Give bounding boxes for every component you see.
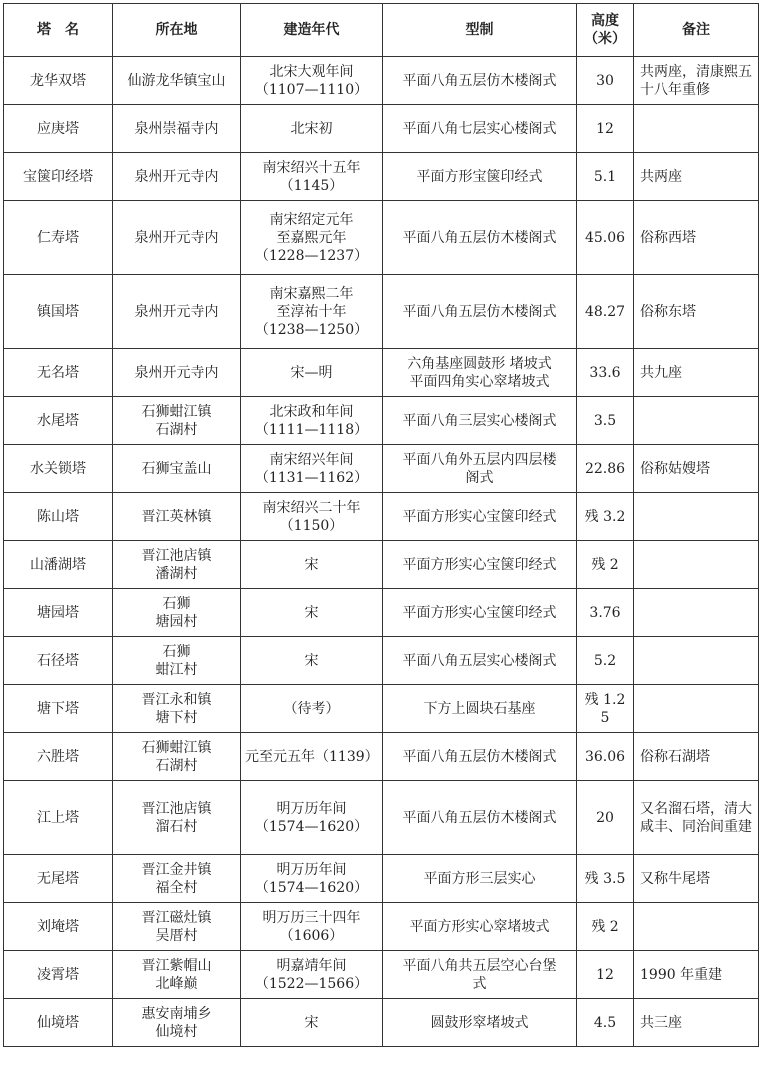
cell-note: 共两座: [634, 153, 759, 201]
cell-type: 平面方形实心窣堵坡式: [383, 903, 577, 951]
cell-location: 石狮宝盖山: [113, 445, 241, 493]
cell-era: 北宋初: [241, 105, 383, 153]
cell-note: 俗称东塔: [634, 275, 759, 349]
cell-era: 南宋绍兴二十年 （1150）: [241, 493, 383, 541]
table-row: [4, 153, 759, 201]
cell-height: 残 2: [577, 541, 634, 589]
cell-height: 3.5: [577, 397, 634, 445]
pagoda-table: [3, 3, 759, 1047]
cell-note: [634, 105, 759, 153]
cell-pagoda-name: 宝箧印经塔: [4, 153, 113, 201]
cell-type: 平面八角五层实心楼阁式: [383, 637, 577, 685]
cell-type: 平面八角五层仿木楼阁式: [383, 275, 577, 349]
cell-note: 共九座: [634, 349, 759, 397]
header-type: 型制: [383, 4, 577, 57]
cell-height: 12: [577, 105, 634, 153]
cell-location: 石狮蚶江镇 石湖村: [113, 733, 241, 781]
table-row: [4, 541, 759, 589]
table-row: [4, 589, 759, 637]
table-row: [4, 637, 759, 685]
cell-era: 明万历三十四年 （1606）: [241, 903, 383, 951]
cell-pagoda-name: 六胜塔: [4, 733, 113, 781]
header-row: [4, 4, 759, 57]
cell-location: 泉州开元寺内: [113, 349, 241, 397]
cell-pagoda-name: 应庚塔: [4, 105, 113, 153]
cell-type: 平面八角外五层内四层楼 阁式: [383, 445, 577, 493]
cell-height: 残 1.25: [577, 685, 634, 733]
cell-era: 宋: [241, 637, 383, 685]
cell-height: 残 3.5: [577, 855, 634, 903]
cell-location: 晋江池店镇 潘湖村: [113, 541, 241, 589]
table-row: [4, 781, 759, 855]
cell-location: 晋江永和镇 塘下村: [113, 685, 241, 733]
cell-location: 晋江金井镇 福全村: [113, 855, 241, 903]
cell-type: 下方上圆块石基座: [383, 685, 577, 733]
cell-location: 石狮 蚶江村: [113, 637, 241, 685]
cell-height: 30: [577, 57, 634, 105]
cell-pagoda-name: 仁寿塔: [4, 201, 113, 275]
table-row: [4, 57, 759, 105]
cell-pagoda-name: 水尾塔: [4, 397, 113, 445]
cell-location: 泉州开元寺内: [113, 153, 241, 201]
cell-note: [634, 397, 759, 445]
cell-height: 12: [577, 951, 634, 999]
cell-pagoda-name: 刘埯塔: [4, 903, 113, 951]
table-row: [4, 493, 759, 541]
table-row: [4, 275, 759, 349]
cell-type: 平面八角三层实心楼阁式: [383, 397, 577, 445]
header-era: 建造年代: [241, 4, 383, 57]
cell-pagoda-name: 塘下塔: [4, 685, 113, 733]
cell-height: 48.27: [577, 275, 634, 349]
cell-note: [634, 493, 759, 541]
cell-height: 45.06: [577, 201, 634, 275]
cell-era: 南宋嘉熙二年 至淳祐十年 （1238—1250）: [241, 275, 383, 349]
cell-pagoda-name: 龙华双塔: [4, 57, 113, 105]
cell-location: 石狮 塘园村: [113, 589, 241, 637]
table-row: [4, 951, 759, 999]
cell-note: [634, 903, 759, 951]
cell-era: 北宋政和年间 （1111—1118）: [241, 397, 383, 445]
cell-note: 1990 年重建: [634, 951, 759, 999]
cell-height: 5.2: [577, 637, 634, 685]
cell-type: 平面八角七层实心楼阁式: [383, 105, 577, 153]
cell-type: 平面八角共五层空心台堡 式: [383, 951, 577, 999]
cell-location: 晋江紫帽山 北峰巅: [113, 951, 241, 999]
cell-note: [634, 685, 759, 733]
cell-location: 泉州开元寺内: [113, 275, 241, 349]
cell-era: （待考）: [241, 685, 383, 733]
cell-pagoda-name: 无名塔: [4, 349, 113, 397]
cell-location: 晋江池店镇 溜石村: [113, 781, 241, 855]
table-row: [4, 349, 759, 397]
cell-note: [634, 541, 759, 589]
cell-pagoda-name: 江上塔: [4, 781, 113, 855]
cell-location: 晋江磁灶镇 吴厝村: [113, 903, 241, 951]
cell-pagoda-name: 水关锁塔: [4, 445, 113, 493]
cell-era: 元至元五年（1139）: [241, 733, 383, 781]
cell-location: 惠安南埔乡 仙境村: [113, 999, 241, 1047]
cell-era: 宋: [241, 589, 383, 637]
cell-pagoda-name: 凌霄塔: [4, 951, 113, 999]
cell-note: [634, 637, 759, 685]
cell-location: 石狮蚶江镇 石湖村: [113, 397, 241, 445]
table-row: [4, 397, 759, 445]
cell-note: 俗称西塔: [634, 201, 759, 275]
cell-height: 36.06: [577, 733, 634, 781]
cell-type: 六角基座圆鼓形 堵坡式 平面四角实心窣堵坡式: [383, 349, 577, 397]
cell-note: 共两座，清康熙五十八年重修: [634, 57, 759, 105]
table-row: [4, 445, 759, 493]
cell-height: 4.5: [577, 999, 634, 1047]
cell-type: 平面方形宝箧印经式: [383, 153, 577, 201]
cell-era: 南宋绍兴年间 （1131—1162）: [241, 445, 383, 493]
cell-height: 33.6: [577, 349, 634, 397]
cell-era: 南宋绍定元年 至嘉熙元年 （1228—1237）: [241, 201, 383, 275]
cell-pagoda-name: 无尾塔: [4, 855, 113, 903]
cell-type: 平面八角五层仿木楼阁式: [383, 57, 577, 105]
cell-note: 又称牛尾塔: [634, 855, 759, 903]
cell-pagoda-name: 塘园塔: [4, 589, 113, 637]
cell-era: 南宋绍兴十五年 （1145）: [241, 153, 383, 201]
cell-type: 圆鼓形窣堵坡式: [383, 999, 577, 1047]
cell-era: 宋: [241, 999, 383, 1047]
cell-type: 平面八角五层仿木楼阁式: [383, 201, 577, 275]
cell-pagoda-name: 镇国塔: [4, 275, 113, 349]
table-row: [4, 685, 759, 733]
header-location: 所在地: [113, 4, 241, 57]
cell-pagoda-name: 石径塔: [4, 637, 113, 685]
cell-height: 3.76: [577, 589, 634, 637]
cell-location: 泉州开元寺内: [113, 201, 241, 275]
cell-height: 5.1: [577, 153, 634, 201]
cell-location: 泉州崇福寺内: [113, 105, 241, 153]
cell-note: [634, 589, 759, 637]
cell-note: 俗称石湖塔: [634, 733, 759, 781]
cell-pagoda-name: 陈山塔: [4, 493, 113, 541]
cell-era: 明嘉靖年间 （1522—1566）: [241, 951, 383, 999]
table-row: [4, 105, 759, 153]
table-row: [4, 855, 759, 903]
cell-era: 北宋大观年间 （1107—1110）: [241, 57, 383, 105]
header-name: 塔 名: [4, 4, 113, 57]
table-row: [4, 903, 759, 951]
cell-era: 宋—明: [241, 349, 383, 397]
cell-height: 残 3.2: [577, 493, 634, 541]
cell-height: 20: [577, 781, 634, 855]
cell-location: 仙游龙华镇宝山: [113, 57, 241, 105]
cell-era: 明万历年间 （1574—1620）: [241, 855, 383, 903]
cell-note: 又名溜石塔，清大咸丰、同治间重建: [634, 781, 759, 855]
cell-era: 宋: [241, 541, 383, 589]
header-height: 高度 （米）: [577, 4, 634, 57]
cell-note: 俗称姑嫂塔: [634, 445, 759, 493]
cell-height: 残 2: [577, 903, 634, 951]
cell-height: 22.86: [577, 445, 634, 493]
cell-location: 晋江英林镇: [113, 493, 241, 541]
cell-type: 平面方形三层实心: [383, 855, 577, 903]
cell-era: 明万历年间 （1574—1620）: [241, 781, 383, 855]
table-row: [4, 733, 759, 781]
cell-type: 平面方形实心宝箧印经式: [383, 589, 577, 637]
table-row: [4, 201, 759, 275]
cell-type: 平面八角五层仿木楼阁式: [383, 733, 577, 781]
cell-type: 平面方形实心宝箧印经式: [383, 541, 577, 589]
cell-pagoda-name: 仙境塔: [4, 999, 113, 1047]
table-row: [4, 999, 759, 1047]
header-note: 备注: [634, 4, 759, 57]
cell-pagoda-name: 山潘湖塔: [4, 541, 113, 589]
cell-note: 共三座: [634, 999, 759, 1047]
cell-type: 平面八角五层仿木楼阁式: [383, 781, 577, 855]
cell-type: 平面方形实心宝箧印经式: [383, 493, 577, 541]
